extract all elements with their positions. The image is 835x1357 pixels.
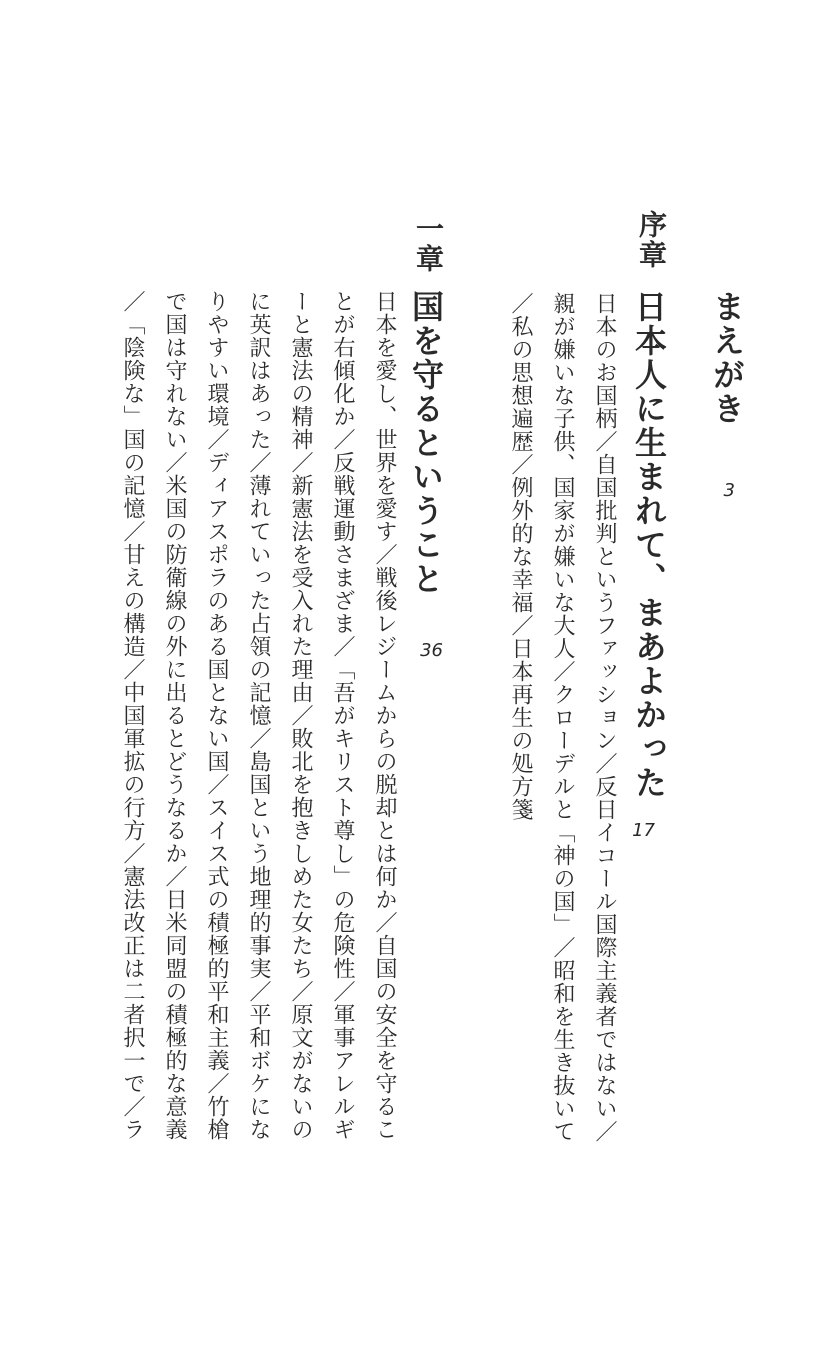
topic-line: に英訳はあった／薄れていった占領の記憶／島国という地理的事実／平和ボケにな: [246, 290, 271, 1141]
topic-line: 日本を愛し、世界を愛す／戦後レジームからの脱却とは何か／自国の安全を守るこ: [372, 290, 397, 1141]
topic-line: ／「陰険な」国の記憶／甘えの構造／中国軍拡の行方／憲法改正は二者択一で／ラ: [120, 290, 145, 1141]
topic-line: りやすい環境／ディアスポラのある国とない国／スイス式の積極的平和主義／竹槍: [204, 290, 229, 1141]
chapter1-label: 一章: [412, 214, 445, 274]
chapter1-page-number: 36: [420, 640, 443, 661]
topic-line: 親が嫌いな子供、国家が嫌いな大人／クローデルと「神の国」／昭和を生き抜いて: [550, 292, 575, 1143]
preface-title: まえがき: [708, 290, 746, 426]
topic-line: 日本のお国柄／自国批判というファッション／反日イコール国際主義者ではない／: [592, 292, 617, 1143]
prologue-page-number: 17: [632, 820, 655, 841]
chapter1-title: 国を守るということ: [407, 290, 445, 596]
prologue-title: 日本人に生まれて、まあよかった: [630, 290, 668, 800]
prologue-label: 序章: [635, 210, 668, 270]
topic-line: ーと憲法の精神／新憲法を受入れた理由／敗北を抱きしめた女たち／原文がないの: [288, 290, 313, 1141]
topic-line: で国は守れない／米国の防衛線の外に出るとどうなるか／日米同盟の積極的な意義: [162, 290, 187, 1141]
topic-line: ／私の思想遍歴／例外的な幸福／日本再生の処方箋: [508, 292, 533, 821]
topic-line: とが右傾化か／反戦運動さまざま／「吾がキリスト尊し」の危険性／軍事アレルギ: [330, 290, 355, 1141]
preface-page-number: 3: [723, 480, 735, 501]
